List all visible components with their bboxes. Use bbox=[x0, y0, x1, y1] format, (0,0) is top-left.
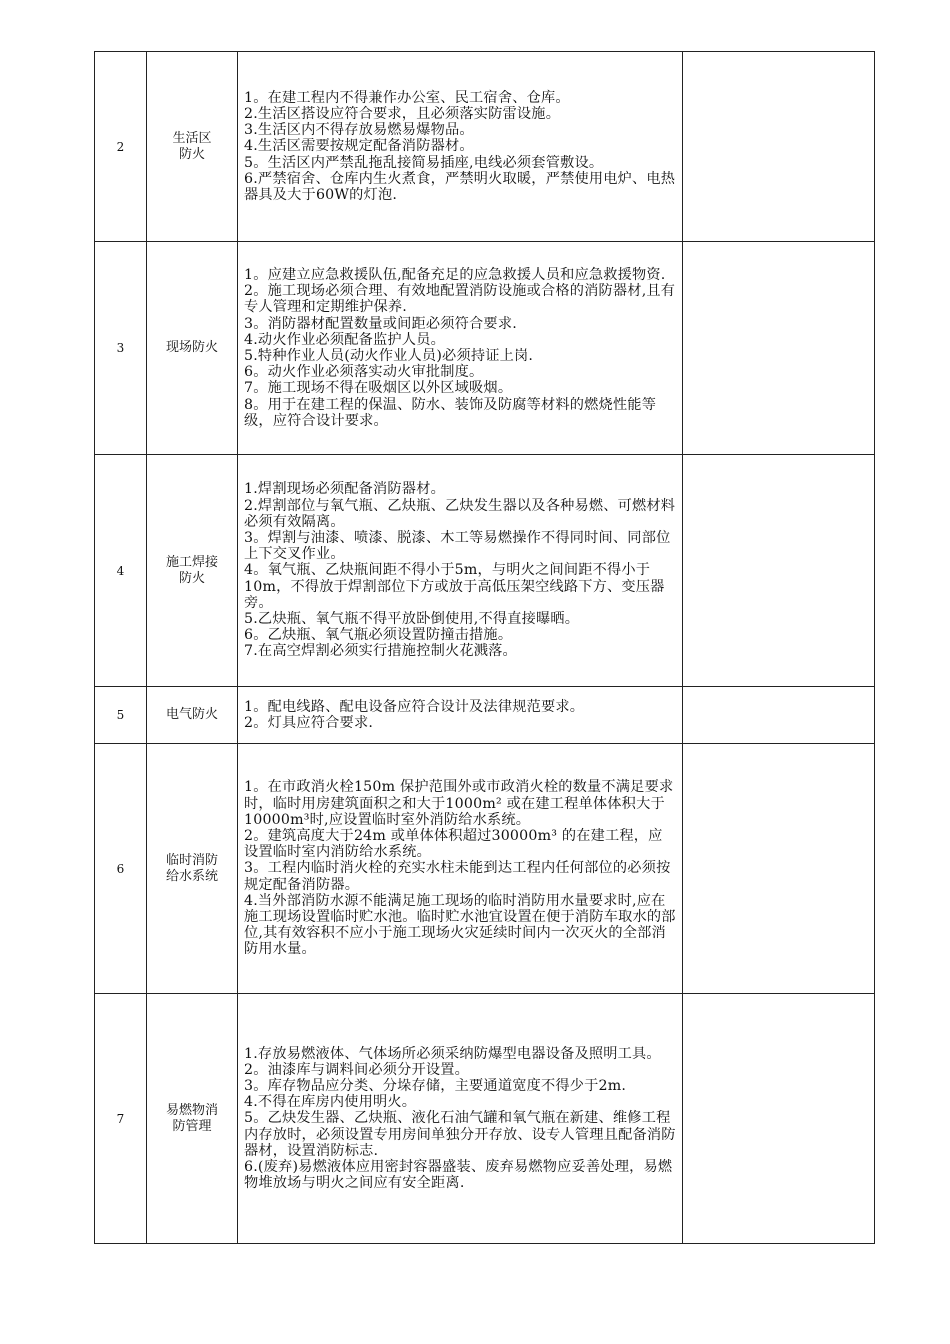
category-cell bbox=[147, 455, 238, 687]
requirements-cell bbox=[238, 994, 683, 1244]
blank-cell bbox=[683, 242, 875, 455]
table-row bbox=[95, 52, 875, 242]
category-line: 施工焊接 bbox=[165, 554, 218, 570]
row-number: 5 bbox=[95, 687, 147, 744]
category-line: 电气防火 bbox=[165, 707, 218, 722]
requirement-item: 4.生活区需要按规定配备消防器材。 bbox=[244, 138, 474, 155]
requirement-item: 6。乙炔瓶、氧气瓶必须设置防撞击措施。 bbox=[244, 627, 513, 644]
row-number: 4 bbox=[95, 455, 147, 687]
category-line: 生活区 bbox=[172, 130, 212, 146]
requirements-cell bbox=[238, 744, 683, 994]
requirement-item: 3。工程内临时消火栓的充实水柱未能到达工程内任何部位的必须按规定配备消防器。 bbox=[244, 860, 671, 893]
requirement-item: 5.乙炔瓶、氧气瓶不得平放卧倒使用,不得直接曝晒。 bbox=[244, 611, 580, 627]
category-cell bbox=[147, 744, 238, 994]
requirement-item: 6.(废弃)易燃液体应用密封容器盛装、废弃易燃物应妥善处理，易燃物堆放场与明火之间应有安全距离. bbox=[244, 1159, 673, 1192]
fire-safety-table bbox=[94, 51, 875, 1244]
blank-cell bbox=[683, 994, 875, 1244]
requirement-item: 4.当外部消防水源不能满足施工现场的临时消防用水量要求时,应在施工现场设置临时贮水池。临时贮水池宜设置在便于消防车取水的部位,其有效容积不应小于施工现场火灾延续时间内一次灭火的全部消防用水量。 bbox=[244, 892, 676, 958]
requirement-item: 7.在高空焊割必须实行措施控制火花溅落。 bbox=[244, 643, 517, 660]
requirements-cell bbox=[238, 455, 683, 687]
requirement-item: 1。在建工程内不得兼作办公室、民工宿舍、仓库。 bbox=[244, 89, 570, 106]
blank-cell bbox=[683, 687, 875, 744]
requirement-item: 1。应建立应急救援队伍,配备充足的应急救援人员和应急救援物资. bbox=[244, 266, 666, 283]
requirement-item: 5.特种作业人员(动火作业人员)必须持证上岗. bbox=[244, 348, 534, 364]
blank-cell bbox=[683, 455, 875, 687]
requirement-item: 5。乙炔发生器、乙炔瓶、液化石油气罐和氧气瓶在新建、维修工程内存放时，必须设置专用房间单独分开存放、设专人管理且配备消防器材，设置消防标志. bbox=[244, 1110, 676, 1159]
requirements-cell bbox=[238, 242, 683, 455]
requirements-cell bbox=[238, 687, 683, 744]
requirement-item: 5。生活区内严禁乱拖乱接简易插座,电线必须套管敷设。 bbox=[244, 154, 604, 171]
requirement-item: 1.存放易燃液体、气体场所必须采纳防爆型电器设备及照明工具。 bbox=[244, 1045, 661, 1062]
requirement-item: 2.焊割部位与氧气瓶、乙炔瓶、乙炔发生器以及各种易燃、可燃材料必须有效隔离。 bbox=[244, 497, 676, 530]
requirement-item: 2.生活区搭设应符合要求，且必须落实防雷设施。 bbox=[244, 105, 561, 122]
requirements-cell bbox=[238, 52, 683, 242]
category-cell bbox=[147, 687, 238, 744]
row-number: 2 bbox=[95, 52, 147, 242]
requirement-item: 2。建筑高度大于24m 或单体体积超过30000m³ 的在建工程，应设置临时室内消防给水系统。 bbox=[244, 827, 663, 861]
category-line: 防火 bbox=[178, 570, 205, 586]
table-row bbox=[95, 687, 875, 744]
category-line: 易燃物消 bbox=[165, 1102, 218, 1118]
requirement-item: 4.不得在库房内使用明火。 bbox=[244, 1094, 417, 1111]
requirement-item: 3。消防器材配置数量或间距必须符合要求. bbox=[244, 315, 517, 332]
table-row bbox=[95, 994, 875, 1244]
category-line: 临时消防 bbox=[165, 852, 218, 868]
requirement-item: 3.生活区内不得存放易燃易爆物品。 bbox=[244, 122, 474, 139]
requirement-item: 7。施工现场不得在吸烟区以外区域吸烟。 bbox=[244, 380, 513, 397]
row-number: 6 bbox=[95, 744, 147, 994]
requirement-item: 1。配电线路、配电设备应符合设计及法律规范要求。 bbox=[244, 698, 585, 715]
row-number: 7 bbox=[95, 994, 147, 1244]
requirement-item: 6。动火作业必须落实动火审批制度。 bbox=[244, 364, 484, 381]
requirement-item: 4。氧气瓶、乙炔瓶间距不得小于5m，与明火之间间距不得小于10m，不得放于焊割部位下方或放于高低压架空线路下方、变压器旁。 bbox=[244, 562, 665, 611]
requirement-item: 8。用于在建工程的保温、防水、装饰及防腐等材料的燃烧性能等级，应符合设计要求。 bbox=[244, 396, 657, 429]
category-line: 防火 bbox=[178, 146, 205, 162]
category-line: 现场防火 bbox=[165, 340, 218, 355]
requirement-item: 2。灯具应符合要求. bbox=[244, 715, 374, 731]
category-cell bbox=[147, 994, 238, 1244]
requirement-item: 2。油漆库与调料间必须分开设置。 bbox=[244, 1061, 470, 1078]
requirement-item: 3。库存物品应分类、分垛存储，主要通道宽度不得少于2m. bbox=[244, 1077, 627, 1094]
requirement-item: 1.焊割现场必须配备消防器材。 bbox=[244, 481, 445, 498]
requirement-item: 6.严禁宿舍、仓库内生火煮食，严禁明火取暖，严禁使用电炉、电热器具及大于60W的灯泡. bbox=[244, 170, 676, 203]
table-row bbox=[95, 242, 875, 455]
category-line: 防管理 bbox=[172, 1118, 212, 1134]
table-row bbox=[95, 455, 875, 687]
requirement-item: 1。在市政消火栓150m 保护范围外或市政消火栓的数量不满足要求时，临时用房建筑面积之和大于1000m² 或在建工程单体体积大于10000m³时,应设置临时室外消防给水系统。 bbox=[244, 779, 674, 828]
row-number: 3 bbox=[95, 242, 147, 455]
category-cell bbox=[147, 52, 238, 242]
table-row bbox=[95, 744, 875, 994]
requirement-item: 4.动火作业必须配备监护人员。 bbox=[244, 331, 445, 348]
category-cell bbox=[147, 242, 238, 455]
category-line: 给水系统 bbox=[165, 868, 218, 884]
requirement-item: 3。焊割与油漆、喷漆、脱漆、木工等易燃操作不得同时间、同部位上下交叉作业。 bbox=[244, 529, 671, 563]
blank-cell bbox=[683, 744, 875, 994]
blank-cell bbox=[683, 52, 875, 242]
requirement-item: 2。施工现场必须合理、有效地配置消防设施或合格的消防器材,且有专人管理和定期维护保养. bbox=[244, 283, 676, 316]
